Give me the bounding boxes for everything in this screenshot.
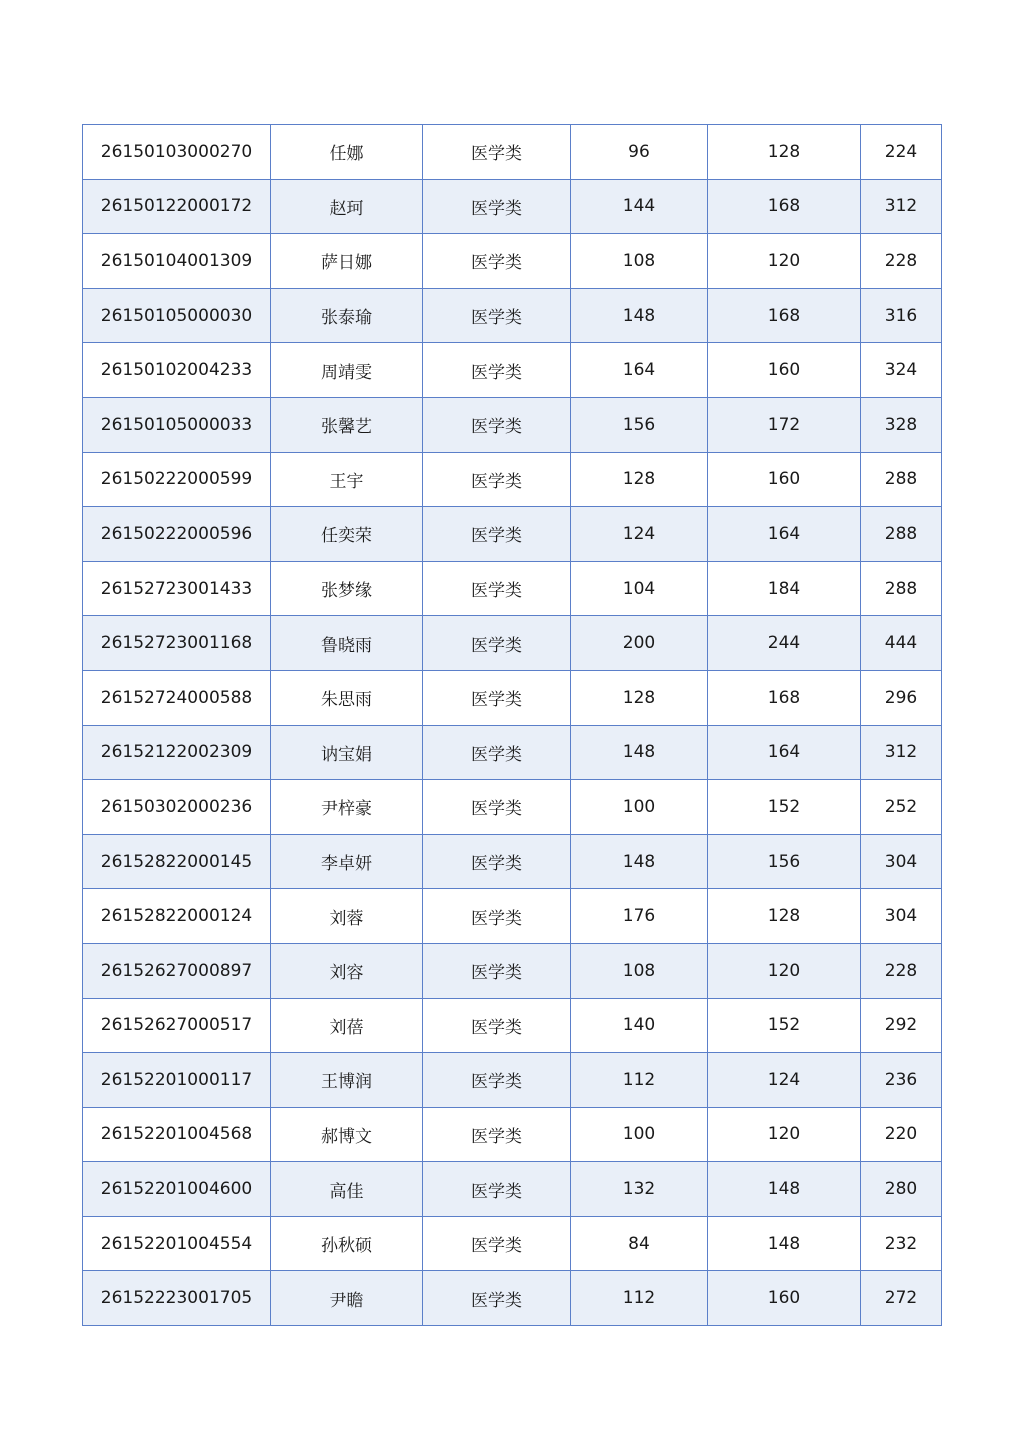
student-name-cell: 刘蓉 — [271, 889, 423, 944]
score-2-cell: 160 — [708, 452, 861, 507]
total-score-cell: 228 — [861, 234, 942, 289]
score-1-cell: 100 — [571, 1107, 708, 1162]
total-score-cell: 232 — [861, 1216, 942, 1271]
table-row — [83, 1162, 942, 1217]
score-2-cell: 148 — [708, 1216, 861, 1271]
score-table — [82, 124, 942, 1326]
score-2-cell: 160 — [708, 1271, 861, 1326]
table-row — [83, 834, 942, 889]
score-2-cell: 168 — [708, 288, 861, 343]
score-1-cell: 148 — [571, 725, 708, 780]
table-row — [83, 670, 942, 725]
category-cell: 医学类 — [423, 125, 571, 180]
score-1-cell: 200 — [571, 616, 708, 671]
total-score-cell: 312 — [861, 725, 942, 780]
exam-number-cell: 26152201004554 — [83, 1216, 271, 1271]
score-1-cell: 124 — [571, 507, 708, 562]
student-name-cell: 王宇 — [271, 452, 423, 507]
score-1-cell: 176 — [571, 889, 708, 944]
score-1-cell: 156 — [571, 397, 708, 452]
score-1-cell: 108 — [571, 943, 708, 998]
table-row — [83, 1216, 942, 1271]
total-score-cell: 312 — [861, 179, 942, 234]
student-name-cell: 李卓妍 — [271, 834, 423, 889]
student-name-cell: 刘蓓 — [271, 998, 423, 1053]
total-score-cell: 304 — [861, 889, 942, 944]
score-1-cell: 140 — [571, 998, 708, 1053]
category-cell: 医学类 — [423, 889, 571, 944]
table-row — [83, 452, 942, 507]
score-1-cell: 104 — [571, 561, 708, 616]
exam-number-cell: 26152122002309 — [83, 725, 271, 780]
total-score-cell: 288 — [861, 452, 942, 507]
exam-number-cell: 26152201004568 — [83, 1107, 271, 1162]
exam-number-cell: 26152223001705 — [83, 1271, 271, 1326]
student-name-cell: 张梦缘 — [271, 561, 423, 616]
student-name-cell: 任奕荣 — [271, 507, 423, 562]
score-table-body — [83, 125, 942, 1326]
total-score-cell: 444 — [861, 616, 942, 671]
exam-number-cell: 26150122000172 — [83, 179, 271, 234]
score-1-cell: 96 — [571, 125, 708, 180]
table-row — [83, 780, 942, 835]
score-2-cell: 164 — [708, 507, 861, 562]
table-row — [83, 179, 942, 234]
table-row — [83, 725, 942, 780]
student-name-cell: 萨日娜 — [271, 234, 423, 289]
total-score-cell: 280 — [861, 1162, 942, 1217]
table-row — [83, 507, 942, 562]
table-row — [83, 1271, 942, 1326]
category-cell: 医学类 — [423, 834, 571, 889]
score-2-cell: 168 — [708, 670, 861, 725]
exam-number-cell: 26152627000517 — [83, 998, 271, 1053]
exam-number-cell: 26152822000145 — [83, 834, 271, 889]
category-cell: 医学类 — [423, 507, 571, 562]
score-1-cell: 148 — [571, 834, 708, 889]
table-row — [83, 397, 942, 452]
exam-number-cell: 26152201004600 — [83, 1162, 271, 1217]
score-2-cell: 148 — [708, 1162, 861, 1217]
table-row — [83, 943, 942, 998]
score-2-cell: 128 — [708, 125, 861, 180]
score-2-cell: 164 — [708, 725, 861, 780]
student-name-cell: 高佳 — [271, 1162, 423, 1217]
table-row — [83, 889, 942, 944]
exam-number-cell: 26152201000117 — [83, 1053, 271, 1108]
category-cell: 医学类 — [423, 1053, 571, 1108]
student-name-cell: 讷宝娟 — [271, 725, 423, 780]
score-2-cell: 152 — [708, 998, 861, 1053]
score-1-cell: 108 — [571, 234, 708, 289]
student-name-cell: 尹瞻 — [271, 1271, 423, 1326]
exam-number-cell: 26152724000588 — [83, 670, 271, 725]
category-cell: 医学类 — [423, 1271, 571, 1326]
score-1-cell: 128 — [571, 452, 708, 507]
table-row — [83, 1107, 942, 1162]
student-name-cell: 朱思雨 — [271, 670, 423, 725]
student-name-cell: 刘容 — [271, 943, 423, 998]
total-score-cell: 304 — [861, 834, 942, 889]
total-score-cell: 236 — [861, 1053, 942, 1108]
student-name-cell: 鲁晓雨 — [271, 616, 423, 671]
total-score-cell: 316 — [861, 288, 942, 343]
exam-number-cell: 26150104001309 — [83, 234, 271, 289]
table-row — [83, 616, 942, 671]
score-1-cell: 148 — [571, 288, 708, 343]
category-cell: 医学类 — [423, 725, 571, 780]
category-cell: 医学类 — [423, 670, 571, 725]
score-2-cell: 156 — [708, 834, 861, 889]
category-cell: 医学类 — [423, 1162, 571, 1217]
score-2-cell: 244 — [708, 616, 861, 671]
category-cell: 医学类 — [423, 943, 571, 998]
category-cell: 医学类 — [423, 179, 571, 234]
score-2-cell: 172 — [708, 397, 861, 452]
table-row — [83, 998, 942, 1053]
score-2-cell: 160 — [708, 343, 861, 398]
total-score-cell: 228 — [861, 943, 942, 998]
score-2-cell: 152 — [708, 780, 861, 835]
category-cell: 医学类 — [423, 616, 571, 671]
score-1-cell: 112 — [571, 1053, 708, 1108]
score-2-cell: 168 — [708, 179, 861, 234]
exam-number-cell: 26150103000270 — [83, 125, 271, 180]
score-1-cell: 84 — [571, 1216, 708, 1271]
category-cell: 医学类 — [423, 998, 571, 1053]
total-score-cell: 288 — [861, 507, 942, 562]
exam-number-cell: 26150105000030 — [83, 288, 271, 343]
total-score-cell: 324 — [861, 343, 942, 398]
student-name-cell: 尹梓豪 — [271, 780, 423, 835]
category-cell: 医学类 — [423, 288, 571, 343]
score-1-cell: 144 — [571, 179, 708, 234]
table-row — [83, 234, 942, 289]
score-1-cell: 128 — [571, 670, 708, 725]
category-cell: 医学类 — [423, 780, 571, 835]
table-row — [83, 561, 942, 616]
exam-number-cell: 26152627000897 — [83, 943, 271, 998]
category-cell: 医学类 — [423, 343, 571, 398]
total-score-cell: 252 — [861, 780, 942, 835]
student-name-cell: 周靖雯 — [271, 343, 423, 398]
total-score-cell: 288 — [861, 561, 942, 616]
student-name-cell: 张泰瑜 — [271, 288, 423, 343]
score-2-cell: 120 — [708, 943, 861, 998]
score-2-cell: 124 — [708, 1053, 861, 1108]
score-1-cell: 164 — [571, 343, 708, 398]
category-cell: 医学类 — [423, 561, 571, 616]
score-1-cell: 112 — [571, 1271, 708, 1326]
exam-number-cell: 26150302000236 — [83, 780, 271, 835]
exam-number-cell: 26152723001168 — [83, 616, 271, 671]
student-name-cell: 任娜 — [271, 125, 423, 180]
score-1-cell: 100 — [571, 780, 708, 835]
exam-number-cell: 26150222000596 — [83, 507, 271, 562]
score-1-cell: 132 — [571, 1162, 708, 1217]
exam-number-cell: 26152822000124 — [83, 889, 271, 944]
student-name-cell: 郝博文 — [271, 1107, 423, 1162]
category-cell: 医学类 — [423, 452, 571, 507]
student-name-cell: 王博润 — [271, 1053, 423, 1108]
student-name-cell: 赵珂 — [271, 179, 423, 234]
total-score-cell: 272 — [861, 1271, 942, 1326]
total-score-cell: 296 — [861, 670, 942, 725]
total-score-cell: 328 — [861, 397, 942, 452]
table-row — [83, 288, 942, 343]
total-score-cell: 292 — [861, 998, 942, 1053]
total-score-cell: 224 — [861, 125, 942, 180]
exam-number-cell: 26152723001433 — [83, 561, 271, 616]
exam-number-cell: 26150105000033 — [83, 397, 271, 452]
student-name-cell: 张馨艺 — [271, 397, 423, 452]
score-2-cell: 128 — [708, 889, 861, 944]
category-cell: 医学类 — [423, 397, 571, 452]
score-2-cell: 120 — [708, 1107, 861, 1162]
total-score-cell: 220 — [861, 1107, 942, 1162]
exam-number-cell: 26150102004233 — [83, 343, 271, 398]
score-2-cell: 184 — [708, 561, 861, 616]
table-row — [83, 1053, 942, 1108]
table-row — [83, 343, 942, 398]
table-row — [83, 125, 942, 180]
score-2-cell: 120 — [708, 234, 861, 289]
category-cell: 医学类 — [423, 234, 571, 289]
student-name-cell: 孙秋硕 — [271, 1216, 423, 1271]
category-cell: 医学类 — [423, 1216, 571, 1271]
category-cell: 医学类 — [423, 1107, 571, 1162]
exam-number-cell: 26150222000599 — [83, 452, 271, 507]
